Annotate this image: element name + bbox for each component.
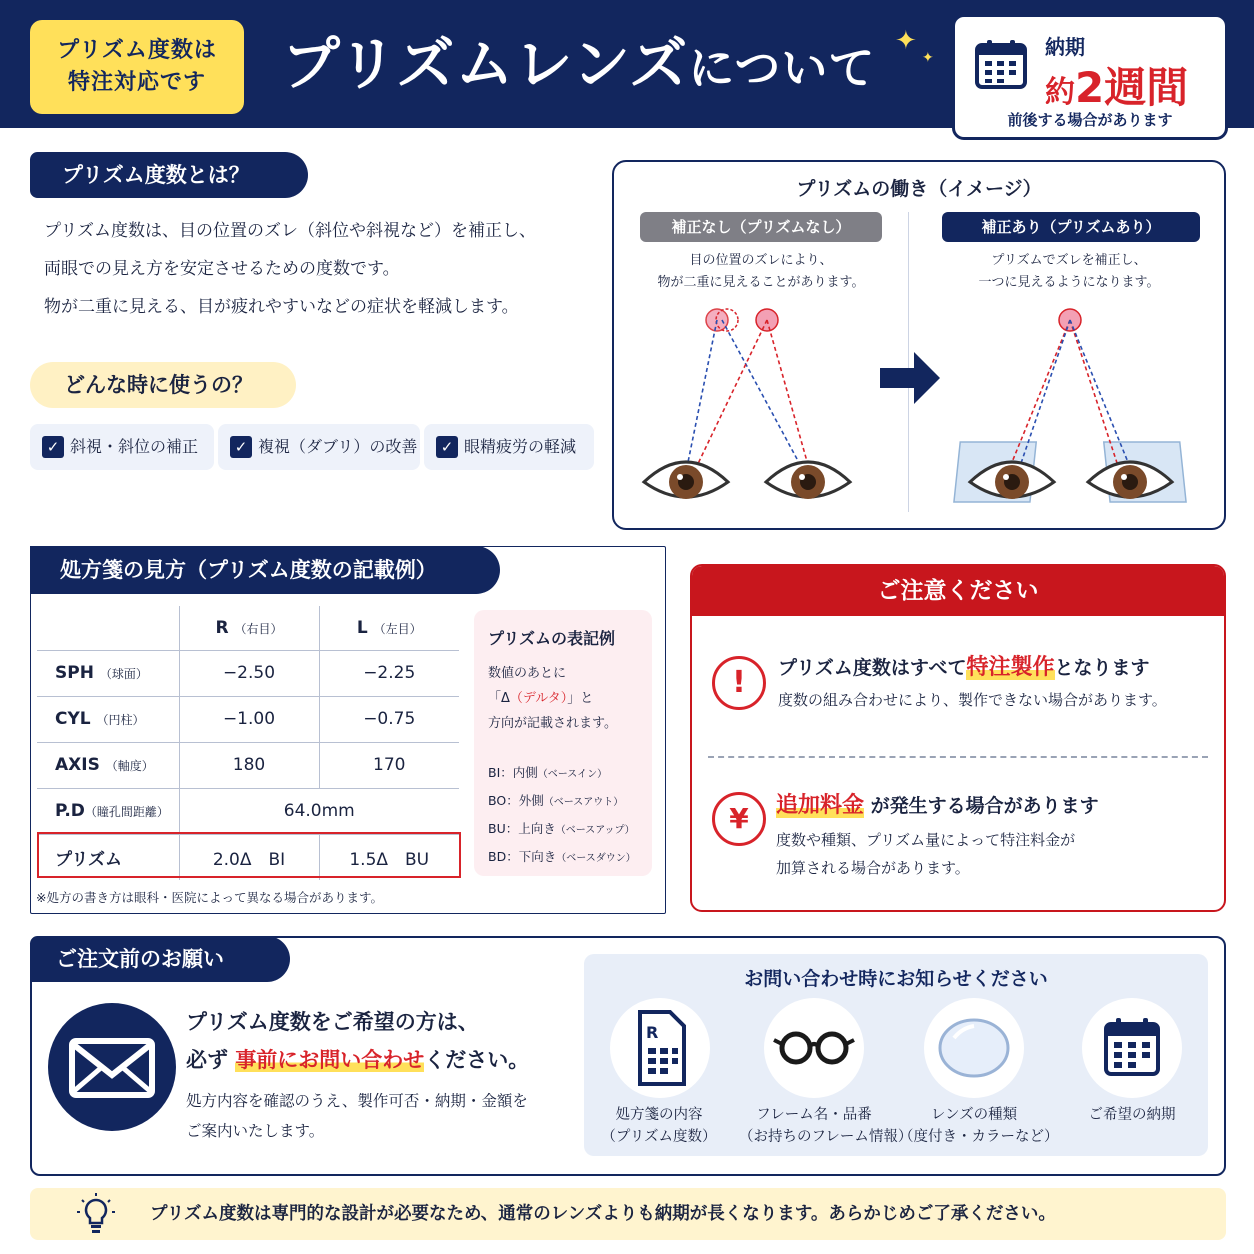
caution-sub-1: 度数の組み合わせにより、製作できない場合があります。 (778, 691, 1167, 709)
table-row: プリズム 2.0Δ BI 1.5Δ BU (37, 834, 459, 880)
inquiry-item-label: フレーム名・品番 （お持ちのフレーム情報） (739, 1107, 913, 1145)
lightbulb-icon (74, 1192, 118, 1236)
prism-diagram (614, 292, 1224, 522)
notation-title: プリズムの表記例 (488, 629, 616, 648)
badge-line-1: プリズム度数は (57, 38, 217, 63)
inquiry-title: お問い合わせ時にお知らせください (744, 968, 1048, 990)
notation-box (474, 610, 652, 876)
check-icon: ✓ (436, 436, 458, 458)
calendar-icon (975, 39, 1027, 89)
special-order-badge (30, 20, 244, 114)
sparkle-small-icon: ✦ (922, 50, 934, 66)
prism-row-highlight (37, 832, 461, 878)
table-row: P.D（瞳孔間距離） 64.0mm (37, 788, 459, 834)
list-item: BD：下向き（ベースダウン） (488, 849, 636, 864)
check-icon: ✓ (230, 436, 252, 458)
yen-icon: ¥ (712, 792, 766, 846)
col-r-header: R （右目） (179, 606, 319, 650)
eye-icon (644, 462, 728, 499)
caution-sub-2: 度数や種類、プリズム量によって特注料金が 加算される場合があります。 (776, 831, 1076, 877)
delivery-note: 前後する場合があります (1007, 111, 1173, 129)
arrow-right-icon (880, 352, 940, 404)
order-heading: ご注文前のお願い (30, 936, 290, 982)
caution-main-1: プリズム度数はすべて特注製作となります (778, 655, 1150, 680)
caution-heading: ご注意ください (692, 566, 1224, 616)
caution-main-2: 追加料金 が発生する場合があります (776, 793, 1099, 818)
inquiry-item-label: ご希望の納期 (1088, 1107, 1176, 1123)
badge-line-2: 特注対応です (67, 70, 206, 95)
col-l-header: L （左目） (319, 606, 459, 650)
when-heading: どんな時に使うの？ (30, 362, 296, 408)
use-case-item: ✓ 眼精疲労の軽減 (424, 424, 594, 470)
about-line-2: 両眼での見え方を安定させるための度数です。 (44, 259, 400, 279)
order-main-2: 必ず 事前にお問い合わせください。 (186, 1048, 530, 1072)
table-row: SPH （球面） −2.50 −2.25 (37, 650, 459, 696)
about-heading: プリズム度数とは？ (30, 152, 308, 198)
table-row: AXIS （軸度） 180 170 (37, 742, 459, 788)
use-case-item: ✓ 複視（ダブリ）の改善 (218, 424, 420, 470)
inquiry-item-label: レンズの種類 （度付き・カラーなど） (899, 1107, 1059, 1145)
list-item: BO：外側（ベースアウト） (488, 793, 624, 808)
footer-note (30, 1188, 1226, 1240)
divider (708, 756, 1208, 758)
prism-effect-panel (612, 160, 1226, 530)
footer-text: プリズム度数は専門的な設計が必要なため、通常のレンズよりも納期が長くなります。あらかじめご了承ください。 (150, 1204, 1056, 1224)
page-title (282, 24, 875, 108)
prescription-doc-icon (610, 998, 710, 1098)
title-main: プリズムレンズ (282, 30, 689, 98)
sparkle-icon: ✦ (895, 26, 917, 56)
prescription-note: ※処方の書き方は眼科・医院によって異なる場合があります。 (36, 890, 383, 905)
glasses-icon (764, 998, 864, 1098)
list-item: BU：上向き（ベースアップ） (488, 821, 635, 836)
no-correction-tag: 補正なし（プリズムなし） (640, 212, 882, 242)
table-row: CYL （円柱） −1.00 −0.75 (37, 696, 459, 742)
about-line-3: 物が二重に見える、目が疲れやすいなどの症状を軽減します。 (44, 297, 519, 317)
delivery-value: 約2週間 (1045, 63, 1189, 112)
delivery-label: 納期 (1045, 35, 1085, 59)
title-suffix: について (688, 41, 876, 95)
delivery-box (952, 14, 1228, 140)
prescription-heading: 処方箋の見方（プリズム度数の記載例） (30, 546, 500, 594)
check-icon: ✓ (42, 436, 64, 458)
use-case-item: ✓ 斜視・斜位の補正 (30, 424, 214, 470)
lens-icon (924, 998, 1024, 1098)
table-corner (37, 606, 179, 650)
inquiry-box (584, 954, 1208, 1156)
notation-text: 数値のあとに 「Δ（デルタ）」と 方向が記載されます。 (488, 666, 617, 731)
about-line-1: プリズム度数は、目の位置のズレ（斜位や斜視など）を補正し、 (44, 221, 536, 241)
list-item: BI：内側（ベースイン） (488, 765, 608, 780)
order-main-1: プリズム度数をご希望の方は、 (186, 1010, 479, 1034)
base-code-list (488, 760, 652, 872)
diagram-title: プリズムの働き（イメージ） (796, 178, 1042, 200)
caution-panel (690, 564, 1226, 912)
correction-tag: 補正あり（プリズムあり） (942, 212, 1200, 242)
svg-text:R: R (646, 1023, 659, 1042)
mail-icon (48, 1003, 176, 1131)
inquiry-item-label: 処方箋の内容 （プリズム度数） (601, 1107, 717, 1145)
calendar-icon (1082, 998, 1182, 1098)
no-correction-desc: 目の位置のズレにより、 物が二重に見えることがあります。 (657, 253, 865, 290)
exclamation-icon: ! (712, 656, 766, 710)
order-sub: 処方内容を確認のうえ、製作可否・納期・金額を ご案内いたします。 (186, 1092, 528, 1140)
eye-icon (766, 462, 850, 499)
correction-desc: プリズムでズレを補正し、 一つに見えるようになります。 (978, 253, 1160, 290)
